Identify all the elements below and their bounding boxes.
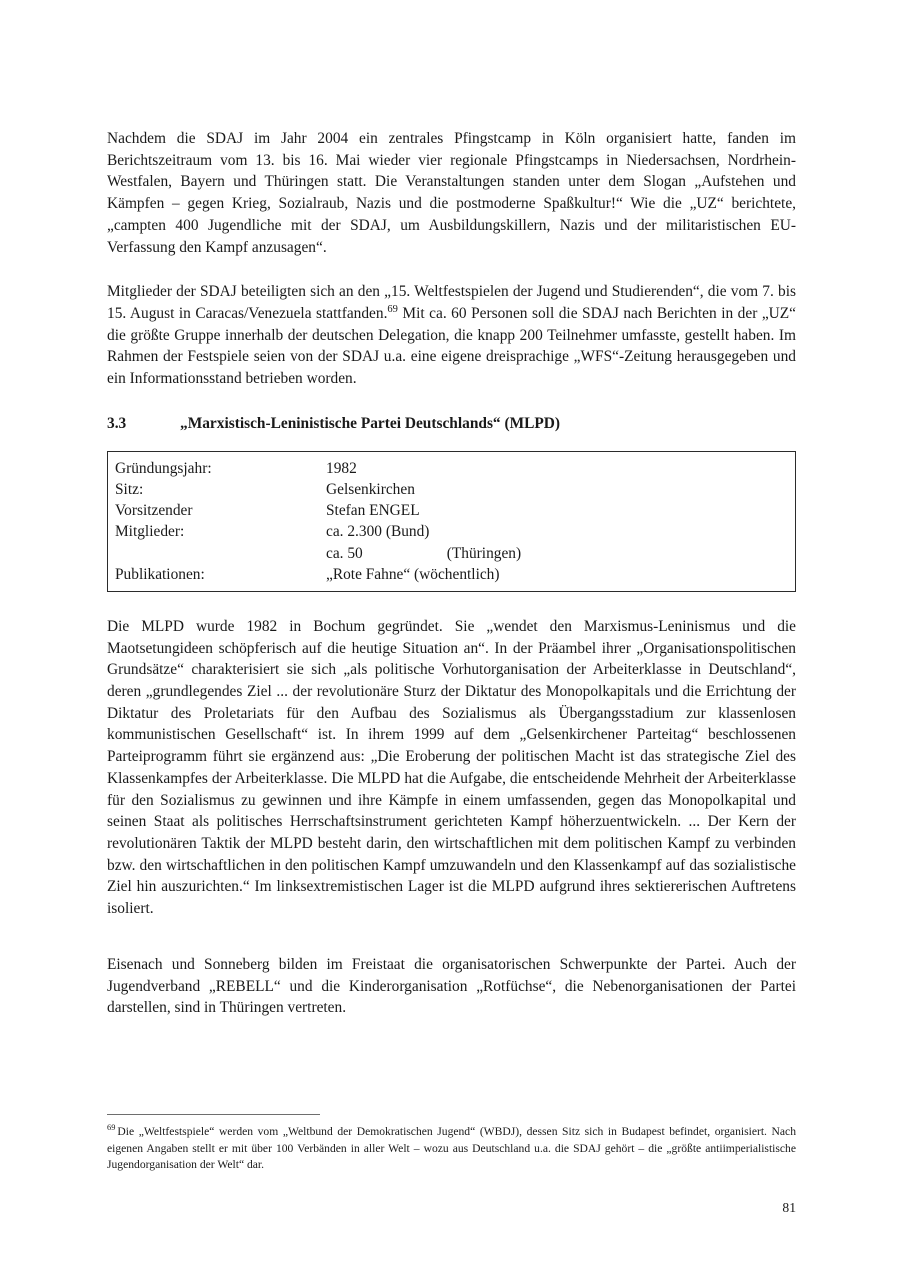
footnote-separator-rule — [107, 1114, 320, 1115]
table-cell-value-left: ca. 50 — [326, 544, 363, 562]
mlpd-info-table — [107, 451, 796, 592]
table-cell-label: Mitglieder: — [115, 523, 185, 541]
table-cell-value: 1982 — [326, 459, 357, 477]
table-cell-label: Publikationen: — [115, 565, 205, 583]
paragraph-weltfestspiele-text-1: Mitglieder der SDAJ beteiligten sich an den „15. Weltfestspielen der Jugend und Studierenden“, die vom 7. bis 15. August in Caracas/Venezuela stattfanden. — [107, 283, 796, 322]
table-cell-value-right: (Thüringen) — [446, 544, 522, 562]
table-cell-value: ca. 2.300 (Bund) — [326, 523, 430, 541]
table-cell-value: Stefan ENGEL — [326, 502, 420, 520]
table-row — [108, 543, 796, 564]
section-heading-3-3 — [107, 413, 796, 434]
paragraph-weltfestspiele — [107, 281, 796, 390]
footnote-69 — [107, 1124, 796, 1174]
paragraph-sdaj-pfingstcamp: Nachdem die SDAJ im Jahr 2004 ein zentrales Pfingstcamp in Köln organisiert hatte, fanden im Berichtszeitraum vom 13. bis 16. Mai wieder vier regionale Pfingstcamps in Niedersachsen, Nordrhein-Westfalen, Bayern und Thüringen statt. Die Veranstaltungen standen unter dem Slogan „Aufstehen und Kämpfen – gegen Krieg, Sozialraub, Nazis und die postmoderne Spaßkultur!“ Wie die „UZ“ berichtete, „campten 400 Jugendliche mit der SDAJ, um Ausbildungskillern, Nazis und der militaristischen EU-Verfassung den Kampf anzusagen“. — [107, 130, 796, 256]
paragraph-spacer — [107, 943, 796, 954]
page-number: 81 — [782, 1200, 796, 1215]
page-content — [107, 128, 796, 1042]
section-title: „Marxistisch-Leninistische Partei Deutschlands“ (MLPD) — [180, 414, 561, 432]
table-row — [108, 564, 796, 592]
table-row — [108, 451, 796, 479]
paragraph-mlpd-main: Die MLPD wurde 1982 in Bochum gegründet. Sie „wendet den Marxismus-Leninismus und die Maotsetungideen schöpferisch auf die heutige Situation an“. In der Präambel ihrer „Organisationspolitischen Grundsätze“ charakterisiert sie sich „als politische Vorhutorganisation der Arbeiterklasse in Deutschland“, deren „grundlegendes Ziel ... der revolutionäre Sturz der Diktatur des Monopolkapitals und die Errichtung der Diktatur des Proletariats für den Aufbau des Sozialismus als Übergangsstadium zur klassenlosen kommunistischen Gesellschaft“ ist. In ihrem 1999 auf dem „Gelsenkirchener Parteitag“ beschlossenen Parteiprogramm führt sie ergänzend aus: „Die Eroberung der politischen Macht ist das strategische Ziel des Klassenkampfes der Arbeiterklasse. Die MLPD hat die Aufgabe, die entscheidende Mehrheit der Arbeiterklasse für den Sozialismus zu gewinnen und ihre Kämpfe in einem umfassenden, gegen das Monopolkapital und seinen Staat als politisches Herrschaftsinstrument gerichteten Kampf höherzuentwickeln. ... Der Kern der revolutionären Taktik der MLPD besteht darin, den wirtschaftlichen mit dem politischen Kampf zu verbinden bzw. den wirtschaftlichen in den politischen Kampf umzuwandeln und den Klassenkampf auf das sozialistische Ziel hin auszurichten.“ Im linksextremistischen Lager ist die MLPD aufgrund ihres sektiererischen Auftretens isoliert. — [107, 617, 796, 918]
section-number: 3.3 — [107, 414, 127, 432]
table-cell-label: Sitz: — [115, 480, 144, 498]
table-cell-label: Vorsitzender — [115, 502, 193, 520]
table-row — [108, 521, 796, 542]
footnote-number: 69 — [107, 1123, 116, 1133]
paragraph-mlpd-thueringen: Eisenach und Sonneberg bilden im Freistaat die organisatorischen Schwerpunkte der Partei. Auch der Jugendverband „REBELL“ und die Kinderorganisation „Rotfüchse“, die Nebenorganisationen der Partei darstellen, sind in Thüringen vertreten. — [107, 955, 796, 1017]
table-cell-value: Gelsenkirchen — [326, 480, 415, 498]
table-cell-value-split — [326, 543, 796, 564]
table-cell-label — [108, 543, 327, 564]
paragraph-weltfestspiele-text-2: Mit ca. 60 Personen soll die SDAJ nach Berichten in der „UZ“ die größte Gruppe innerhalb der deutschen Delegation, die knapp 200 Teilnehmer umfasste, gestellt haben. Im Rahmen der Festspiele seien von der SDAJ u.a. eine eigene dreisprachige „WFS“-Zeitung herausgegeben und ein Informationsstand betrieben worden. — [107, 304, 797, 388]
footnote-text: Die „Weltfestspiele“ werden vom „Weltbund der Demokratischen Jugend“ (WBDJ), dessen Sitz sich in Budapest befindet, organisiert. Nach eigenen Angaben stellt er mit über 100 Verbänden in aller Welt – wozu aus Deutschland u.a. die SDAJ gehört – die „größte antiimperialistische Jugendorganisation der Welt“ dar. — [107, 1125, 796, 1172]
table-cell-value: „Rote Fahne“ (wöchentlich) — [326, 565, 500, 583]
footnote-area — [107, 1114, 796, 1174]
table-row — [108, 500, 796, 521]
footnote-reference-69[interactable]: 69 — [387, 303, 398, 315]
table-cell-label: Gründungsjahr: — [115, 459, 212, 477]
table-row — [108, 479, 796, 500]
